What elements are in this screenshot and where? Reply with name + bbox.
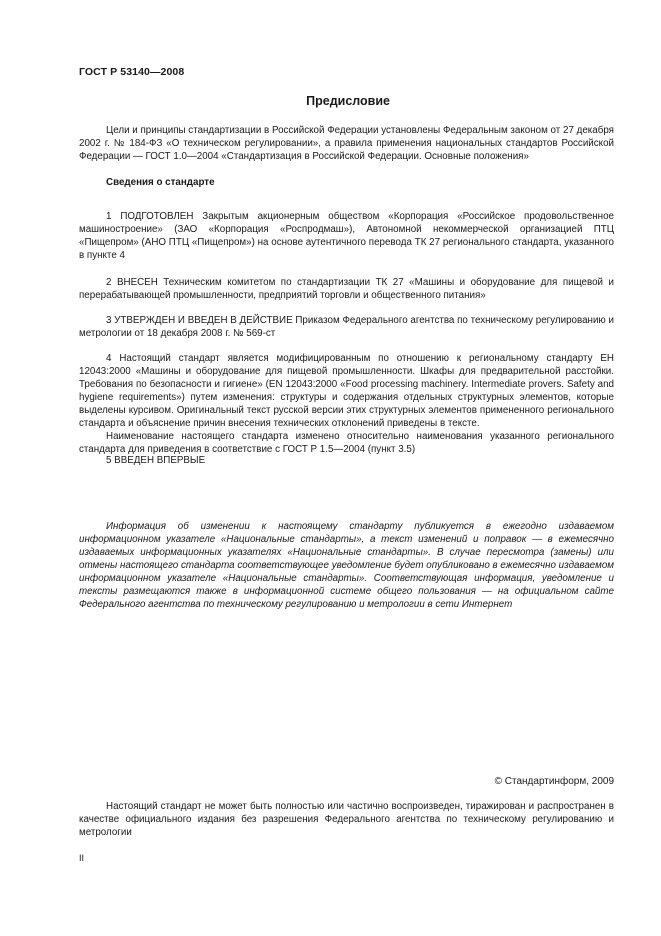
page-title: Предисловие <box>306 94 390 108</box>
document-code: ГОСТ Р 53140—2008 <box>79 66 185 78</box>
item-3-text: 3 УТВЕРЖДЕН И ВВЕДЕН В ДЕЙСТВИЕ Приказом Федерального агентства по техническому регулированию и метрологии от 18 декабря 2008 г. № 569-ст <box>79 315 614 339</box>
item-5 <box>79 454 614 467</box>
standard-info-heading: Сведения о стандарте <box>106 177 215 188</box>
notice-block <box>79 520 614 611</box>
notice-paragraph: Информация об изменении к настоящему стандарту публикуется в ежегодно издаваемом информационном указателе «Национальные стандарты», а текст изменений и поправок — в ежемесячно издаваемых информационных указателях «Национальные стандарты». В случае пересмотра (замены) или отмены настоящего стандарта соответствующее уведомление будет опубликовано в ежемесячно издаваемом информационном указателе «Национальные стандарты». Соответствующая информация, уведомление и тексты размещаются также в информационной системе общего пользования — на официальном сайте Федерального агентства по техническому регулированию и метрологии в сети Интернет <box>79 521 614 610</box>
intro-block <box>79 124 614 189</box>
item-4-text: 4 Настоящий стандарт является модифицированным по отношению к региональному стандарту ЕН 12043:2000 «Машины и оборудование для пищевой промышленности. Шкафы для предварительной расстойки. Требования по безопасности и гигиене» (EN 12043:2000 «Food processing machinery. Intermediate provers. Safety and hygiene requirements») путем изменения: структуры и содержания отдельных структурных элементов, которые выделены курсивом. Оригинальный текст русской версии этих структурных элементов примененного регионального стандарта и объяснение причин внесения технических отклонений приведены в тексте. <box>79 353 614 429</box>
legal-block <box>79 800 614 839</box>
item-5-text: 5 ВВЕДЕН ВПЕРВЫЕ <box>106 455 206 466</box>
item-1-text: 1 ПОДГОТОВЛЕН Закрытым акционерным обществом «Корпорация «Российское продовольственное машиностроение» (ЗАО «Корпорация «Роспродмаш»), Автономной некоммерческой организацией ПТЦ «Пищепром» (АНО ПТЦ «Пищепром») на основе аутентичного перевода ТК 27 регионального стандарта, указанного в пункте 4 <box>79 211 614 261</box>
item-1 <box>79 210 614 262</box>
item-4 <box>79 352 614 456</box>
item-3 <box>79 314 614 340</box>
item-2 <box>79 276 614 302</box>
intro-paragraph: Цели и принципы стандартизации в Российской Федерации установлены Федеральным законом от 27 декабря 2002 г. № 184-ФЗ «О техническом регулировании», а правила применения национальных стандартов Российской Федерации — ГОСТ 1.0—2004 «Стандартизация в Российской Федерации. Основные положения» <box>79 125 614 162</box>
item-4-note: Наименование настоящего стандарта изменено относительно наименования указанного регионального стандарта для приведения в соответствие с ГОСТ Р 1.5—2004 (пункт 3.5) <box>79 431 614 455</box>
page-number: II <box>79 853 85 863</box>
legal-paragraph: Настоящий стандарт не может быть полностью или частично воспроизведен, тиражирован и распространен в качестве официального издания без разрешения Федерального агентства по техническому регулированию и метрологии <box>79 801 614 838</box>
copyright-line: © Стандартинформ, 2009 <box>494 776 614 787</box>
item-2-text: 2 ВНЕСЕН Техническим комитетом по стандартизации ТК 27 «Машины и оборудование для пищевой и перерабатывающей промышленности, предприятий торговли и общественного питания» <box>79 277 614 301</box>
